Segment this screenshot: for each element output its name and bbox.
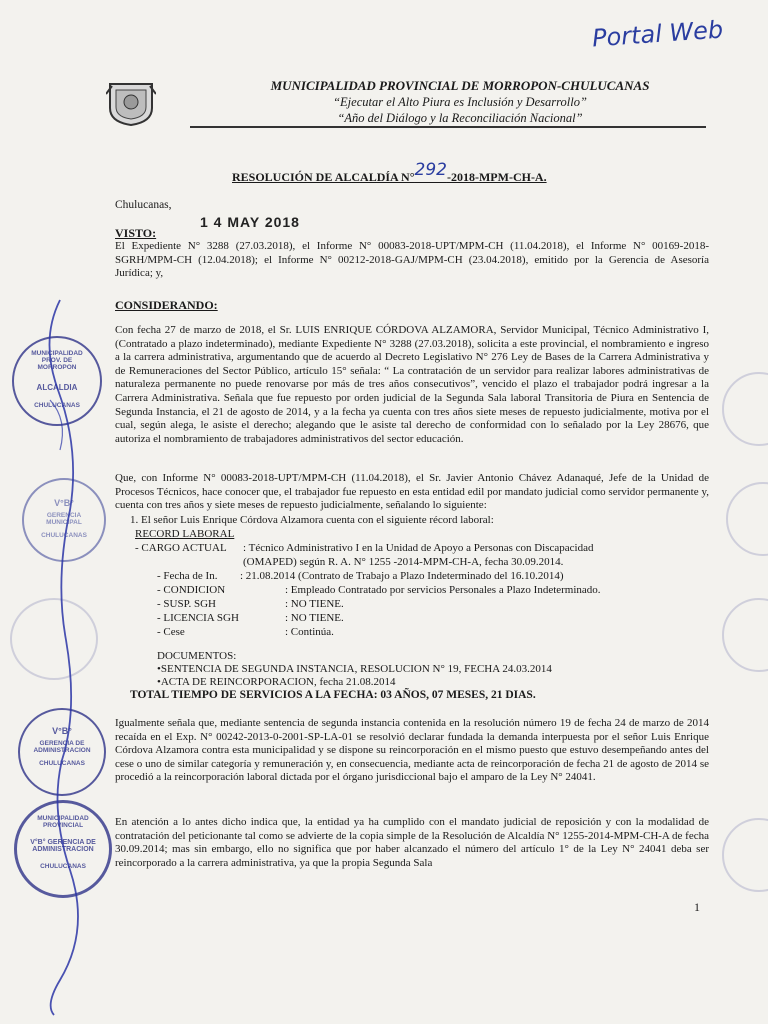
visto-heading: VISTO: bbox=[115, 226, 157, 240]
record-cargo-value: : Técnico Administrativo I en la Unidad de Apoyo a Personas con Discapacidad bbox=[243, 542, 594, 554]
header-rule bbox=[190, 126, 706, 128]
record-cargo-label: - CARGO ACTUAL bbox=[135, 542, 227, 554]
record-licencia-label: - LICENCIA SGH bbox=[157, 612, 239, 624]
resolution-title bbox=[232, 160, 592, 186]
place-label: Chulucanas, bbox=[115, 199, 172, 211]
record-condicion-label: - CONDICION bbox=[157, 584, 226, 596]
seal-ga-mid: GERENCIA DE ADMINISTRACION bbox=[33, 740, 91, 754]
seal-ga-top: V°B° bbox=[52, 726, 72, 736]
seal-ga-bot: CHULUCANAS bbox=[39, 760, 85, 767]
seal-faint-right-3 bbox=[722, 598, 768, 672]
seal-gm-mid: GERENCIA MUNICIPAL bbox=[46, 512, 82, 526]
seal-pa-mid: V°B° GERENCIA DE ADMINISTRACION bbox=[30, 839, 96, 853]
seal-alcaldia-mid: ALCALDIA bbox=[36, 383, 78, 392]
resolution-number: 292 bbox=[414, 160, 447, 180]
header-motto-2: “Año del Diálogo y la Reconciliación Nacional” bbox=[337, 111, 583, 125]
record-cargo-value-2: (OMAPED) según R. A. N° 1255 -2014-MPM-CH-A, fecha 30.09.2014. bbox=[243, 556, 564, 568]
seal-faint-right-4 bbox=[722, 818, 768, 892]
considerando-paragraph-1: Con fecha 27 de marzo de 2018, el Sr. LUIS ENRIQUE CÓRDOVA ALZAMORA, Servidor Municipal, Técnico Administrativo I, (Contratado a plazo indeterminado), mediante Expediente N° 3288 (27.03.2018), solicita a este provincial, el nombramiento e ingreso a la carrera administrativa, argumentando que de acuerdo al Decreto Legislativo N° 276 Ley de Bases de la Carrera Administrativa y de Remuneraciones del Sector Público, artículo 15° señala: “ La contratación de un servidor para realizar labores administrativas de naturaleza permanente no puede renovarse por más de tres años consecutivos”, vencido el plazo el trabajador podrá ingresar a la Carrera Administrativa. Señala que fue repuesto por orden judicial de la Segunda Sala laboral Transitoria de Piura en Sentencia de Segunda Instancia, el 21 de agosto de 2014, y a la fecha ya cuenta con tres años siete meses de repuesto judicialmente, motiva por el cual, según alega, le asiste el derecho; alegando que le asiste tal derecho de conformidad con lo señalado por la Ley 28676, que autoriza el nombramiento de trabajadores administrativos del sector educación. bbox=[115, 324, 709, 445]
document-1: •SENTENCIA DE SEGUNDA INSTANCIA, RESOLUCION N° 19, FECHA 24.03.2014 bbox=[157, 663, 552, 675]
documents-heading: DOCUMENTOS: bbox=[157, 650, 237, 662]
handwritten-note: Portal Web bbox=[591, 15, 724, 53]
record-item-1: 1. El señor Luis Enrique Córdova Alzamora cuenta con el siguiente récord laboral: bbox=[130, 514, 494, 526]
seal-pa-top: MUNICIPALIDAD PROVINCIAL bbox=[37, 815, 89, 829]
header-motto-1: “Ejecutar el Alto Piura es Inclusión y Desarrollo” bbox=[333, 95, 587, 109]
visto-text: El Expediente N° 3288 (27.03.2018), el Informe N° 00083-2018-UPT/MPM-CH (11.04.2018), el Informe N° 00169-2018-SGRH/MPM-CH (12.04.2018); el Informe N° 00212-2018-GAJ/MPM-CH (23.04.2018), emitido por la Gerencia de Asesoría Jurídica; y, bbox=[115, 240, 709, 280]
considerando-paragraph-2: Que, con Informe N° 00083-2018-UPT/MPM-CH (11.04.2018), el Sr. Javier Antonio Chávez Adanaqué, Jefe de la Unidad de Procesos Técnicos, hace conocer que, el trabajador fue repuesto en esta entidad edil por mandato judicial como servidor permanente y, cuenta con tres años y siete meses de repuesto judicialmente, señalando lo siguiente: bbox=[115, 472, 709, 512]
total-service-time: TOTAL TIEMPO DE SERVICIOS A LA FECHA: 03 AÑOS, 07 MESES, 21 DIAS. bbox=[130, 689, 536, 701]
seal-faint-right-1 bbox=[722, 372, 768, 446]
record-susp-value: : NO TIENE. bbox=[285, 598, 344, 610]
title-suffix: -2018-MPM-CH-A. bbox=[446, 170, 547, 184]
record-cese-label: - Cese bbox=[157, 626, 185, 638]
considerando-heading: CONSIDERANDO: bbox=[115, 298, 218, 312]
seal-alcaldia-top: MUNICIPALIDAD PROV. DE MORROPON bbox=[31, 350, 83, 371]
record-condicion-value: : Empleado Contratado por servicios Personales a Plazo Indeterminado. bbox=[285, 584, 601, 596]
page-number: 1 bbox=[694, 900, 700, 914]
signature-stroke bbox=[0, 280, 120, 1020]
date-stamp: 1 4 MAY 2018 bbox=[200, 214, 300, 230]
considerando-paragraph-4: En atención a lo antes dicho indica que, la entidad ya ha cumplido con el mandato judicial de reposición y con la modalidad de contratación del peticionante tal como se advierte de la copia simple de la Resolución de Alcaldía N° 1255-2014-MPM-CH-A de fecha 30.09.2014; mas sin embargo, ello no significa que por haber alcanzado el número del artículo 1° de la Ley N° 24041 deba ser reincorporado a la carrera administrativa, ya que la propia Segunda Sala bbox=[115, 816, 709, 869]
seal-alcaldia-bot: CHULUCANAS bbox=[34, 402, 80, 409]
record-fecha-label: - Fecha de In. bbox=[157, 570, 218, 582]
municipality-name: MUNICIPALIDAD PROVINCIAL DE MORROPON-CHULUCANAS bbox=[270, 78, 650, 93]
municipal-crest-logo bbox=[106, 80, 156, 126]
considerando-paragraph-3: Igualmente señala que, mediante sentencia de segunda instancia contenida en la resolución número 19 de fecha 24 de marzo de 2014 recaída en el Exp. N° 00242-2013-0-2001-SP-LA-01 se resolvió declarar fundada la demanda interpuesta por el señor Luis Enrique Córdova Alzamora contra esta municipalidad y se dispone su reincorporación en el mismo puesto que estuvo desempeñando antes del cese o uno de similar categoría y remuneración y, en consecuencia, mediante acta de reincorporación de fecha 21 de agosto de 2014 se procedió a la reincorporación laboral dictada por el órgano jurisdiccional bajo el amparo de la Ley N° 24041. bbox=[115, 717, 709, 784]
record-heading: RECORD LABORAL bbox=[135, 528, 235, 540]
seal-gm-top: V°B° bbox=[54, 498, 74, 508]
document-2: •ACTA DE REINCORPORACION, fecha 21.08.2014 bbox=[157, 676, 396, 688]
record-susp-label: - SUSP. SGH bbox=[157, 598, 216, 610]
title-prefix: RESOLUCIÓN DE ALCALDÍA N° bbox=[232, 170, 415, 184]
record-fecha-value: : 21.08.2014 (Contrato de Trabajo a Plazo Indeterminado del 16.10.2014) bbox=[240, 570, 564, 582]
seal-pa-bot: CHULUCANAS bbox=[40, 863, 86, 870]
seal-faint-right-2 bbox=[726, 482, 768, 556]
record-licencia-value: : NO TIENE. bbox=[285, 612, 344, 624]
record-cese-value: : Continúa. bbox=[285, 626, 334, 638]
seal-gm-bot: CHULUCANAS bbox=[41, 532, 87, 539]
